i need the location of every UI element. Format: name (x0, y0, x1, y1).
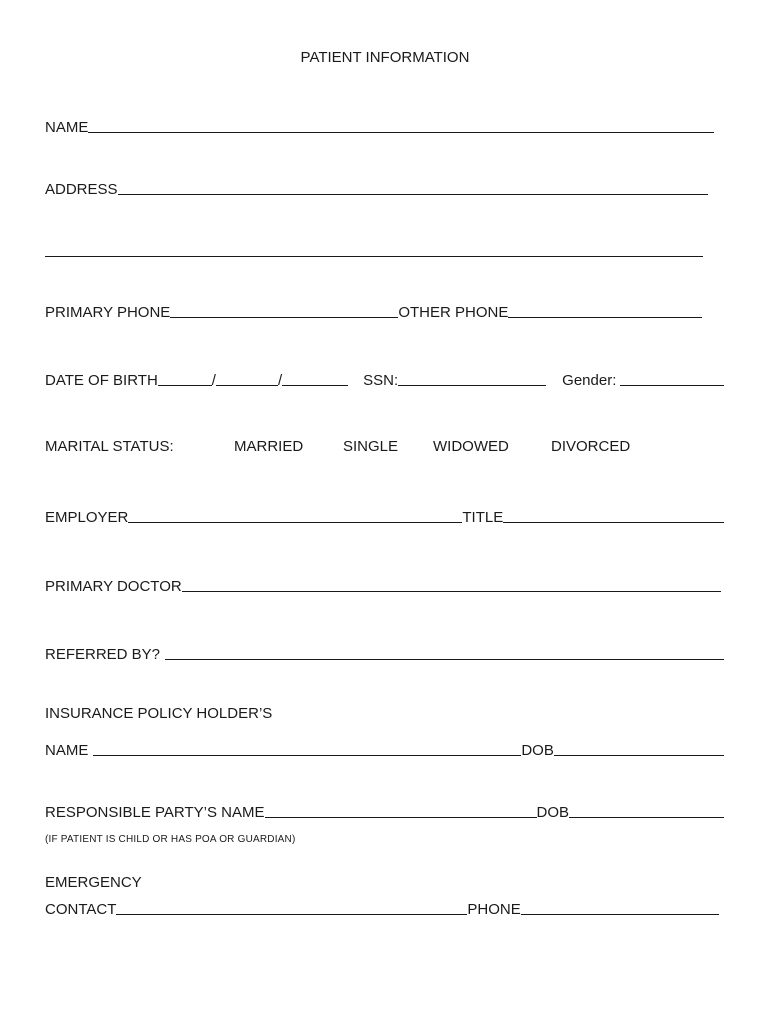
address-row (45, 178, 708, 198)
primary-doctor-label: PRIMARY DOCTOR (45, 578, 182, 595)
ssn-label: SSN: (363, 372, 399, 389)
employer-label: EMPLOYER (45, 509, 129, 526)
insurance-name-field[interactable] (93, 739, 521, 756)
form-title: PATIENT INFORMATION (300, 49, 470, 66)
other-phone-field[interactable] (508, 301, 702, 318)
insurance-dob-label: DOB (521, 742, 554, 759)
dob-separator: / (211, 372, 216, 389)
marital-option-single[interactable]: SINGLE (343, 438, 399, 455)
dob-year-field[interactable] (282, 369, 348, 386)
name-label: NAME (45, 119, 89, 136)
primary-phone-field[interactable] (170, 301, 398, 318)
job-title-label: TITLE (462, 509, 504, 526)
emergency-phone-label: PHONE (467, 901, 521, 918)
referred-by-field[interactable] (165, 643, 724, 660)
emergency-phone-field[interactable] (521, 898, 719, 915)
address-line2-row (45, 240, 703, 260)
other-phone-label: OTHER PHONE (398, 304, 509, 321)
dob-day-field[interactable] (216, 369, 278, 386)
gender-field[interactable] (620, 369, 724, 386)
emergency-row (45, 898, 719, 918)
marital-option-divorced[interactable]: DIVORCED (551, 438, 631, 455)
phone-row (45, 301, 702, 321)
responsible-party-row (45, 801, 724, 821)
marital-option-widowed[interactable]: WIDOWED (433, 438, 509, 455)
dob-label: DATE OF BIRTH (45, 372, 158, 389)
name-row (45, 116, 714, 136)
dob-month-field[interactable] (158, 369, 212, 386)
name-field[interactable] (88, 116, 714, 133)
marital-option-married[interactable]: MARRIED (234, 438, 304, 455)
responsible-party-note: (IF PATIENT IS CHILD OR HAS POA OR GUARDIAN) (45, 834, 296, 845)
ssn-field[interactable] (398, 369, 546, 386)
responsible-dob-field[interactable] (569, 801, 724, 818)
emergency-contact-label: CONTACT (45, 901, 117, 918)
employer-row (45, 506, 724, 526)
dob-row (45, 369, 724, 389)
referred-by-row (45, 643, 724, 663)
emergency-label-line1: EMERGENCY (45, 874, 142, 891)
insurance-name-label: NAME (45, 742, 89, 759)
gender-label: Gender: (562, 372, 617, 389)
insurance-dob-field[interactable] (554, 739, 724, 756)
responsible-party-label: RESPONSIBLE PARTY’S NAME (45, 804, 265, 821)
job-title-field[interactable] (503, 506, 724, 523)
primary-phone-label: PRIMARY PHONE (45, 304, 171, 321)
primary-doctor-row (45, 575, 721, 595)
address-label: ADDRESS (45, 181, 118, 198)
insurance-row (45, 739, 724, 759)
marital-status-label: MARITAL STATUS: (45, 438, 174, 455)
primary-doctor-field[interactable] (182, 575, 721, 592)
address-line2-field[interactable] (45, 240, 703, 257)
responsible-dob-label: DOB (536, 804, 570, 821)
employer-field[interactable] (128, 506, 462, 523)
referred-by-label: REFERRED BY? (45, 646, 161, 663)
address-field[interactable] (118, 178, 708, 195)
dob-separator: / (277, 372, 283, 389)
emergency-contact-field[interactable] (116, 898, 467, 915)
insurance-heading: INSURANCE POLICY HOLDER’S (45, 705, 273, 722)
responsible-party-field[interactable] (265, 801, 537, 818)
